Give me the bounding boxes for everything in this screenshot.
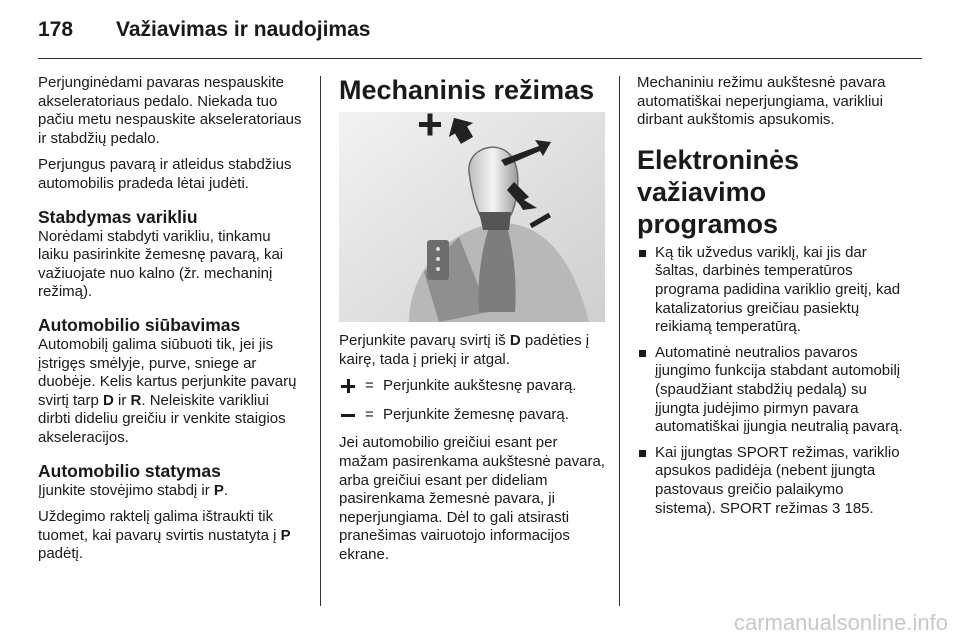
bullet-square-icon — [639, 450, 646, 457]
column-1 — [38, 74, 304, 572]
heading-rocking: Automobilio siūbavimas — [38, 314, 241, 335]
page-reference-icon[interactable]: 3 — [831, 499, 841, 517]
paragraph-engine-braking: Norėdami stabdyti varikliu, tinkamu laiku pasirinkite žemesnę pavarą, kai važiuojate nuo kalno (žr. mechaninį režimą). — [38, 227, 284, 301]
header-divider — [38, 58, 922, 59]
page-number: 178 — [38, 18, 74, 41]
paragraph-lever-instruction: Perjunkite pavarų svirtį iš D padėties į kairę, tada į priekį ir atgal. — [339, 332, 590, 368]
legend-equals: = — [365, 405, 374, 423]
legend-upshift-text: Perjunkite aukštesnę pavarą. — [383, 377, 577, 395]
chapter-title: Važiavimas ir naudojimas — [116, 18, 371, 41]
heading-manual-mode: Mechaninis režimas — [339, 75, 595, 105]
paragraph-ignition-key: Uždegimo raktelį galima ištraukti tik tuomet, kai pavarų svirtis nustatyta į P padėtį. — [38, 508, 291, 563]
programs-list — [637, 244, 903, 518]
legend-equals: = — [365, 377, 374, 395]
plus-icon — [339, 377, 365, 395]
page-header — [38, 18, 370, 42]
minus-icon — [339, 406, 365, 424]
paragraph-no-auto-upshift: Mechaniniu režimu aukštesnė pavara automatiškai neperjungiama, varikliui dirbant aukštomis apsukomis. — [637, 74, 886, 129]
paragraph-pedal-warning: Perjunginėdami pavaras nespauskite akseleratoriaus pedalo. Niekada tuo pačiu metu nespauskite akseleratoriaus ir stabdžių pedalo. — [38, 74, 302, 147]
column-divider-1 — [320, 76, 321, 606]
column-divider-2 — [619, 76, 620, 606]
legend-downshift — [339, 406, 605, 425]
legend-downshift-text: Perjunkite žemesnę pavarą. — [383, 405, 569, 423]
bullet-square-icon — [639, 250, 646, 257]
list-item: Ką tik užvedus variklį, kai jis dar šaltas, darbinės temperatūros programa padidina variklio greitį, kad katalizatorius greičiau pasiektų reikiamą temperatūrą. — [637, 244, 903, 337]
legend-upshift — [339, 377, 605, 396]
paragraph-parking-brake: Įjunkite stovėjimo stabdį ir P. — [38, 481, 229, 499]
list-item: Automatinė neutralios pavaros įjungimo funkcija stabdant automobilį (spaudžiant stabdžių pedalą) su įjungta judėjimo pirmyn pavara automatiškai įjungia neutralią pavarą. — [637, 344, 903, 437]
bullet-square-icon — [639, 350, 646, 357]
watermark: carmanualsonline.info — [733, 610, 948, 635]
paragraph-shift-refused: Jei automobilio greičiui esant per mažam pasirenkama aukštesnė pavara, arba greičiui esant per dideliam pasirenkama žemesnė pavara, ji neperjungiama. Dėl to gali atsirasti pranešimas vairuotojo informacijos ekrane. — [339, 434, 605, 563]
heading-parking: Automobilio statymas — [38, 460, 221, 481]
list-item: Kai įjungtas SPORT režimas, variklio apsukos padidėja (nebent įjungta pastovaus greičio palaikymo sistema). SPORT režimas 3 185. — [637, 444, 903, 518]
paragraph-rocking: Automobilį galima siūbuoti tik, jei jis įstrigęs smėlyje, purve, sniege ar duobėje. Kelis kartus perjunkite pavarų svirtį tarp D ir R. Neleiskite varikliui dirbti dideliu greičiu ir venkite staigios akseleracijos. — [38, 335, 297, 446]
heading-engine-braking: Stabdymas varikliu — [38, 206, 198, 227]
paragraph-creep: Perjungus pavarą ir atleidus stabdžius automobilis pradeda lėtai judėti. — [38, 156, 292, 192]
column-3 — [637, 74, 903, 525]
heading-electronic-programs: Elektroninės važiavimo programos — [637, 144, 800, 239]
column-2 — [339, 74, 605, 573]
gear-lever-illustration — [339, 112, 605, 322]
